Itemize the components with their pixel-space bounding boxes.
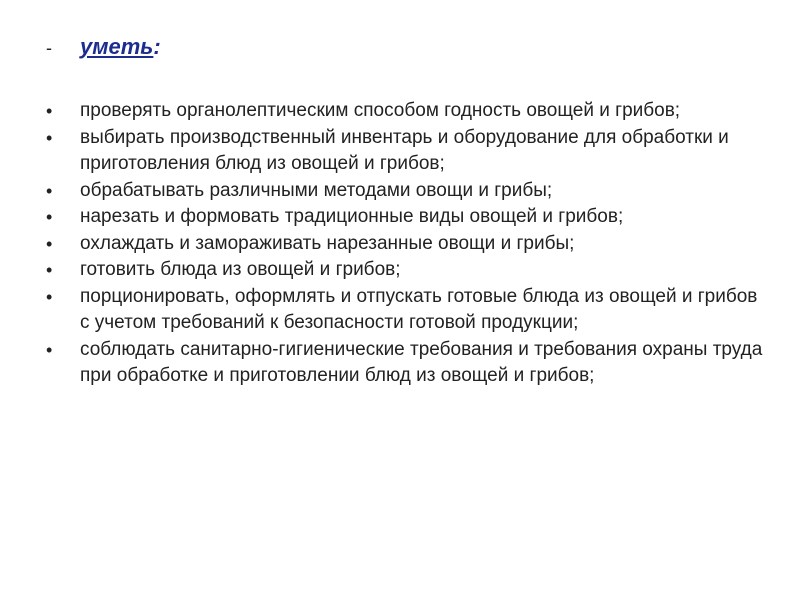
list-item-text: проверять органолептическим способом годность овощей и грибов; <box>80 100 681 121</box>
bullet-icon: • <box>46 260 53 280</box>
list-item-text: нарезать и формовать традиционные виды овощей и грибов; <box>80 206 624 227</box>
list-item <box>46 204 766 231</box>
list-item <box>46 337 766 390</box>
bullet-icon: • <box>46 127 53 148</box>
list-item <box>46 125 766 178</box>
list-item <box>46 231 766 258</box>
section-heading <box>80 34 161 60</box>
bullet-icon: • <box>46 101 53 121</box>
bullet-icon: • <box>46 233 53 254</box>
list-item <box>46 178 766 205</box>
bullet-icon: • <box>46 286 53 307</box>
bullet-icon: • <box>46 207 53 227</box>
list-item-text: выбирать производственный инвентарь и оборудование для обработки и приготовления блюд из овощей и грибов; <box>80 126 729 174</box>
list-item-text: обрабатывать различными методами овощи и грибы; <box>80 179 553 201</box>
list-item-text: соблюдать санитарно-гигиенические требования и требования охраны труда при обработке и приготовлении блюд из овощей и грибов; <box>80 338 763 386</box>
bullet-icon: • <box>46 180 53 201</box>
list-item <box>46 284 766 337</box>
dash-marker: - <box>46 38 52 58</box>
skills-list <box>46 98 766 390</box>
list-item-text: охлаждать и замораживать нарезанные овощи и грибы; <box>80 232 575 254</box>
list-item-text: готовить блюда из овощей и грибов; <box>80 259 401 280</box>
heading-word: уметь <box>80 34 154 59</box>
heading-row <box>46 34 161 61</box>
list-item <box>46 98 766 125</box>
bullet-icon: • <box>46 339 53 360</box>
heading-colon: : <box>153 34 161 59</box>
list-item-text: порционировать, оформлять и отпускать готовые блюда из овощей и грибов с учетом требований к безопасности готовой продукции; <box>80 285 758 333</box>
list-item <box>46 257 766 284</box>
